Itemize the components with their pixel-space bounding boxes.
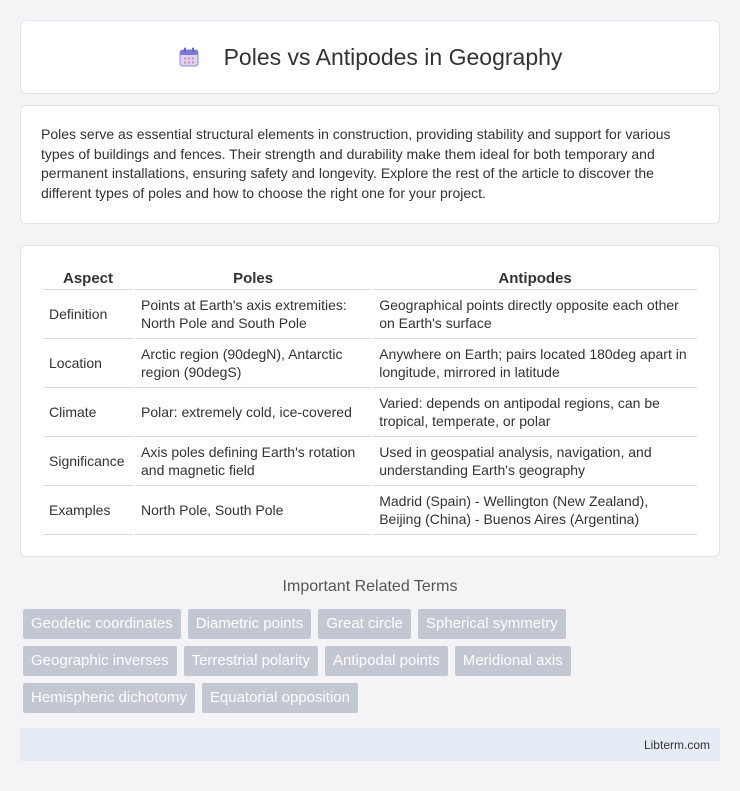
table-row xyxy=(43,437,697,486)
comparison-card xyxy=(20,245,720,557)
row-aspect: Location xyxy=(43,339,133,388)
row-poles: Arctic region (90degN), Antarctic region (90degS) xyxy=(135,339,371,388)
column-header-antipodes: Antipodes xyxy=(373,266,697,290)
related-terms-section xyxy=(0,568,740,596)
related-terms-title: Important Related Terms xyxy=(282,578,458,595)
row-aspect: Significance xyxy=(43,437,133,486)
page-header xyxy=(20,20,720,94)
row-poles: Polar: extremely cold, ice-covered xyxy=(135,388,371,437)
row-aspect: Examples xyxy=(43,486,133,535)
footer-site-link[interactable]: Libterm.com xyxy=(643,737,710,752)
row-antipodes: Geographical points directly opposite each other on Earth's surface xyxy=(373,290,697,339)
tag-terrestrial-polarity[interactable]: Terrestrial polarity xyxy=(184,646,318,676)
row-poles: Points at Earth's axis extremities: North Pole and South Pole xyxy=(135,290,371,339)
row-poles: North Pole, South Pole xyxy=(135,486,371,535)
table-row xyxy=(43,486,697,535)
table-header-row xyxy=(43,266,697,290)
column-header-poles: Poles xyxy=(135,266,371,290)
row-antipodes: Varied: depends on antipodal regions, can be tropical, temperate, or polar xyxy=(373,388,697,437)
table-row xyxy=(43,388,697,437)
row-poles: Axis poles defining Earth's rotation and magnetic field xyxy=(135,437,371,486)
intro-text: Poles serve as essential structural elements in construction, providing stability and support for various types of buildings and fences. Their strength and durability make them ideal for both temporary and permanent installations, ensuring safety and longevity. Explore the rest of the article to discover the different types of poles and how to choose the right one for your project. xyxy=(41,126,671,201)
tag-diametric-points[interactable]: Diametric points xyxy=(188,609,312,639)
column-header-aspect: Aspect xyxy=(43,266,133,290)
calendar-icon xyxy=(178,46,200,68)
tag-antipodal-points[interactable]: Antipodal points xyxy=(325,646,448,676)
row-antipodes: Madrid (Spain) - Wellington (New Zealand), Beijing (China) - Buenos Aires (Argentina) xyxy=(373,486,697,535)
tag-great-circle[interactable]: Great circle xyxy=(318,609,411,639)
intro-section xyxy=(20,105,720,224)
tag-geographic-inverses[interactable]: Geographic inverses xyxy=(23,646,177,676)
table-row xyxy=(43,339,697,388)
tag-geodetic-coordinates[interactable]: Geodetic coordinates xyxy=(23,609,181,639)
footer xyxy=(20,728,720,761)
row-aspect: Definition xyxy=(43,290,133,339)
tag-equatorial-opposition[interactable]: Equatorial opposition xyxy=(202,683,358,713)
related-terms-tags xyxy=(23,609,723,713)
comparison-table xyxy=(41,266,699,535)
row-aspect: Climate xyxy=(43,388,133,437)
row-antipodes: Used in geospatial analysis, navigation, and understanding Earth's geography xyxy=(373,437,697,486)
row-antipodes: Anywhere on Earth; pairs located 180deg apart in longitude, mirrored in latitude xyxy=(373,339,697,388)
tag-hemispheric-dichotomy[interactable]: Hemispheric dichotomy xyxy=(23,683,195,713)
tag-meridional-axis[interactable]: Meridional axis xyxy=(455,646,571,676)
tag-spherical-symmetry[interactable]: Spherical symmetry xyxy=(418,609,566,639)
table-row xyxy=(43,290,697,339)
page-title: Poles vs Antipodes in Geography xyxy=(223,43,563,70)
